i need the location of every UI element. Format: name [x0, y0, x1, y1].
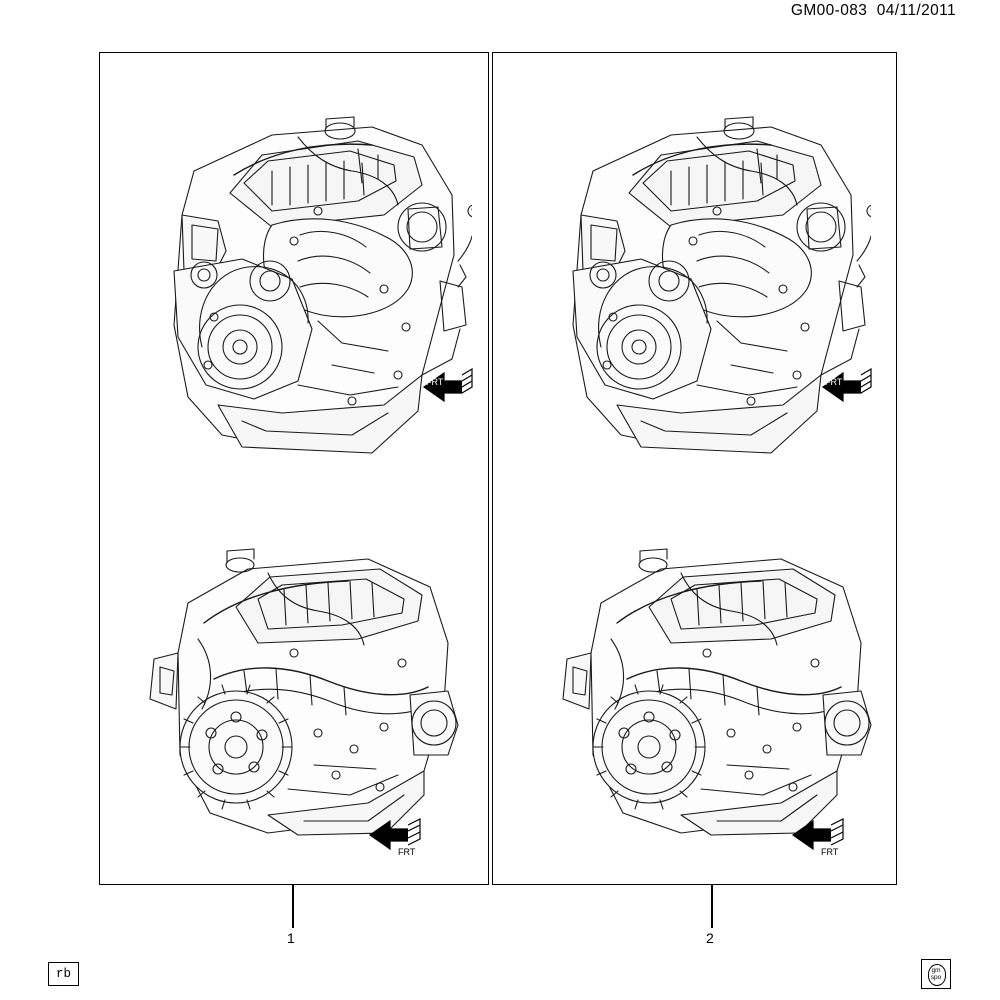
- orientation-marker-frt-3: [821, 365, 875, 409]
- engine-assembly-front-view-1[interactable]: [122, 75, 472, 465]
- svg-text:FRT: FRT: [825, 377, 843, 387]
- drawing-header: [791, 2, 956, 20]
- callout-leader-2: [711, 885, 713, 928]
- engine-assembly-rear-view-1[interactable]: [118, 503, 473, 863]
- orientation-marker-frt-2: [368, 815, 428, 859]
- drawing-date: 04/11/2011: [876, 2, 956, 19]
- diagram-panel-2[interactable]: [492, 52, 897, 885]
- orientation-marker-frt-4: [791, 815, 851, 859]
- callout-leader-1: [292, 885, 294, 928]
- logo-line-1: gm: [931, 966, 941, 974]
- logo-line-2: spo: [930, 974, 942, 981]
- diagram-panel-1[interactable]: [99, 52, 489, 885]
- svg-text:FRT: FRT: [821, 847, 839, 857]
- drawing-code: GM00-083: [790, 2, 868, 19]
- svg-text:FRT: FRT: [426, 377, 444, 387]
- logo-oval-icon: [928, 964, 946, 986]
- revision-stamp-label: rb: [55, 967, 71, 981]
- orientation-marker-frt-1: [422, 365, 476, 409]
- engine-assembly-front-view-2[interactable]: [521, 75, 871, 465]
- callout-label-1: 1: [287, 930, 295, 946]
- callout-label-2: 2: [706, 930, 714, 946]
- gm-spo-logo-box: [921, 959, 951, 989]
- engine-assembly-rear-view-2[interactable]: [531, 503, 886, 863]
- svg-text:FRT: FRT: [398, 847, 416, 857]
- revision-stamp-box: [48, 962, 79, 986]
